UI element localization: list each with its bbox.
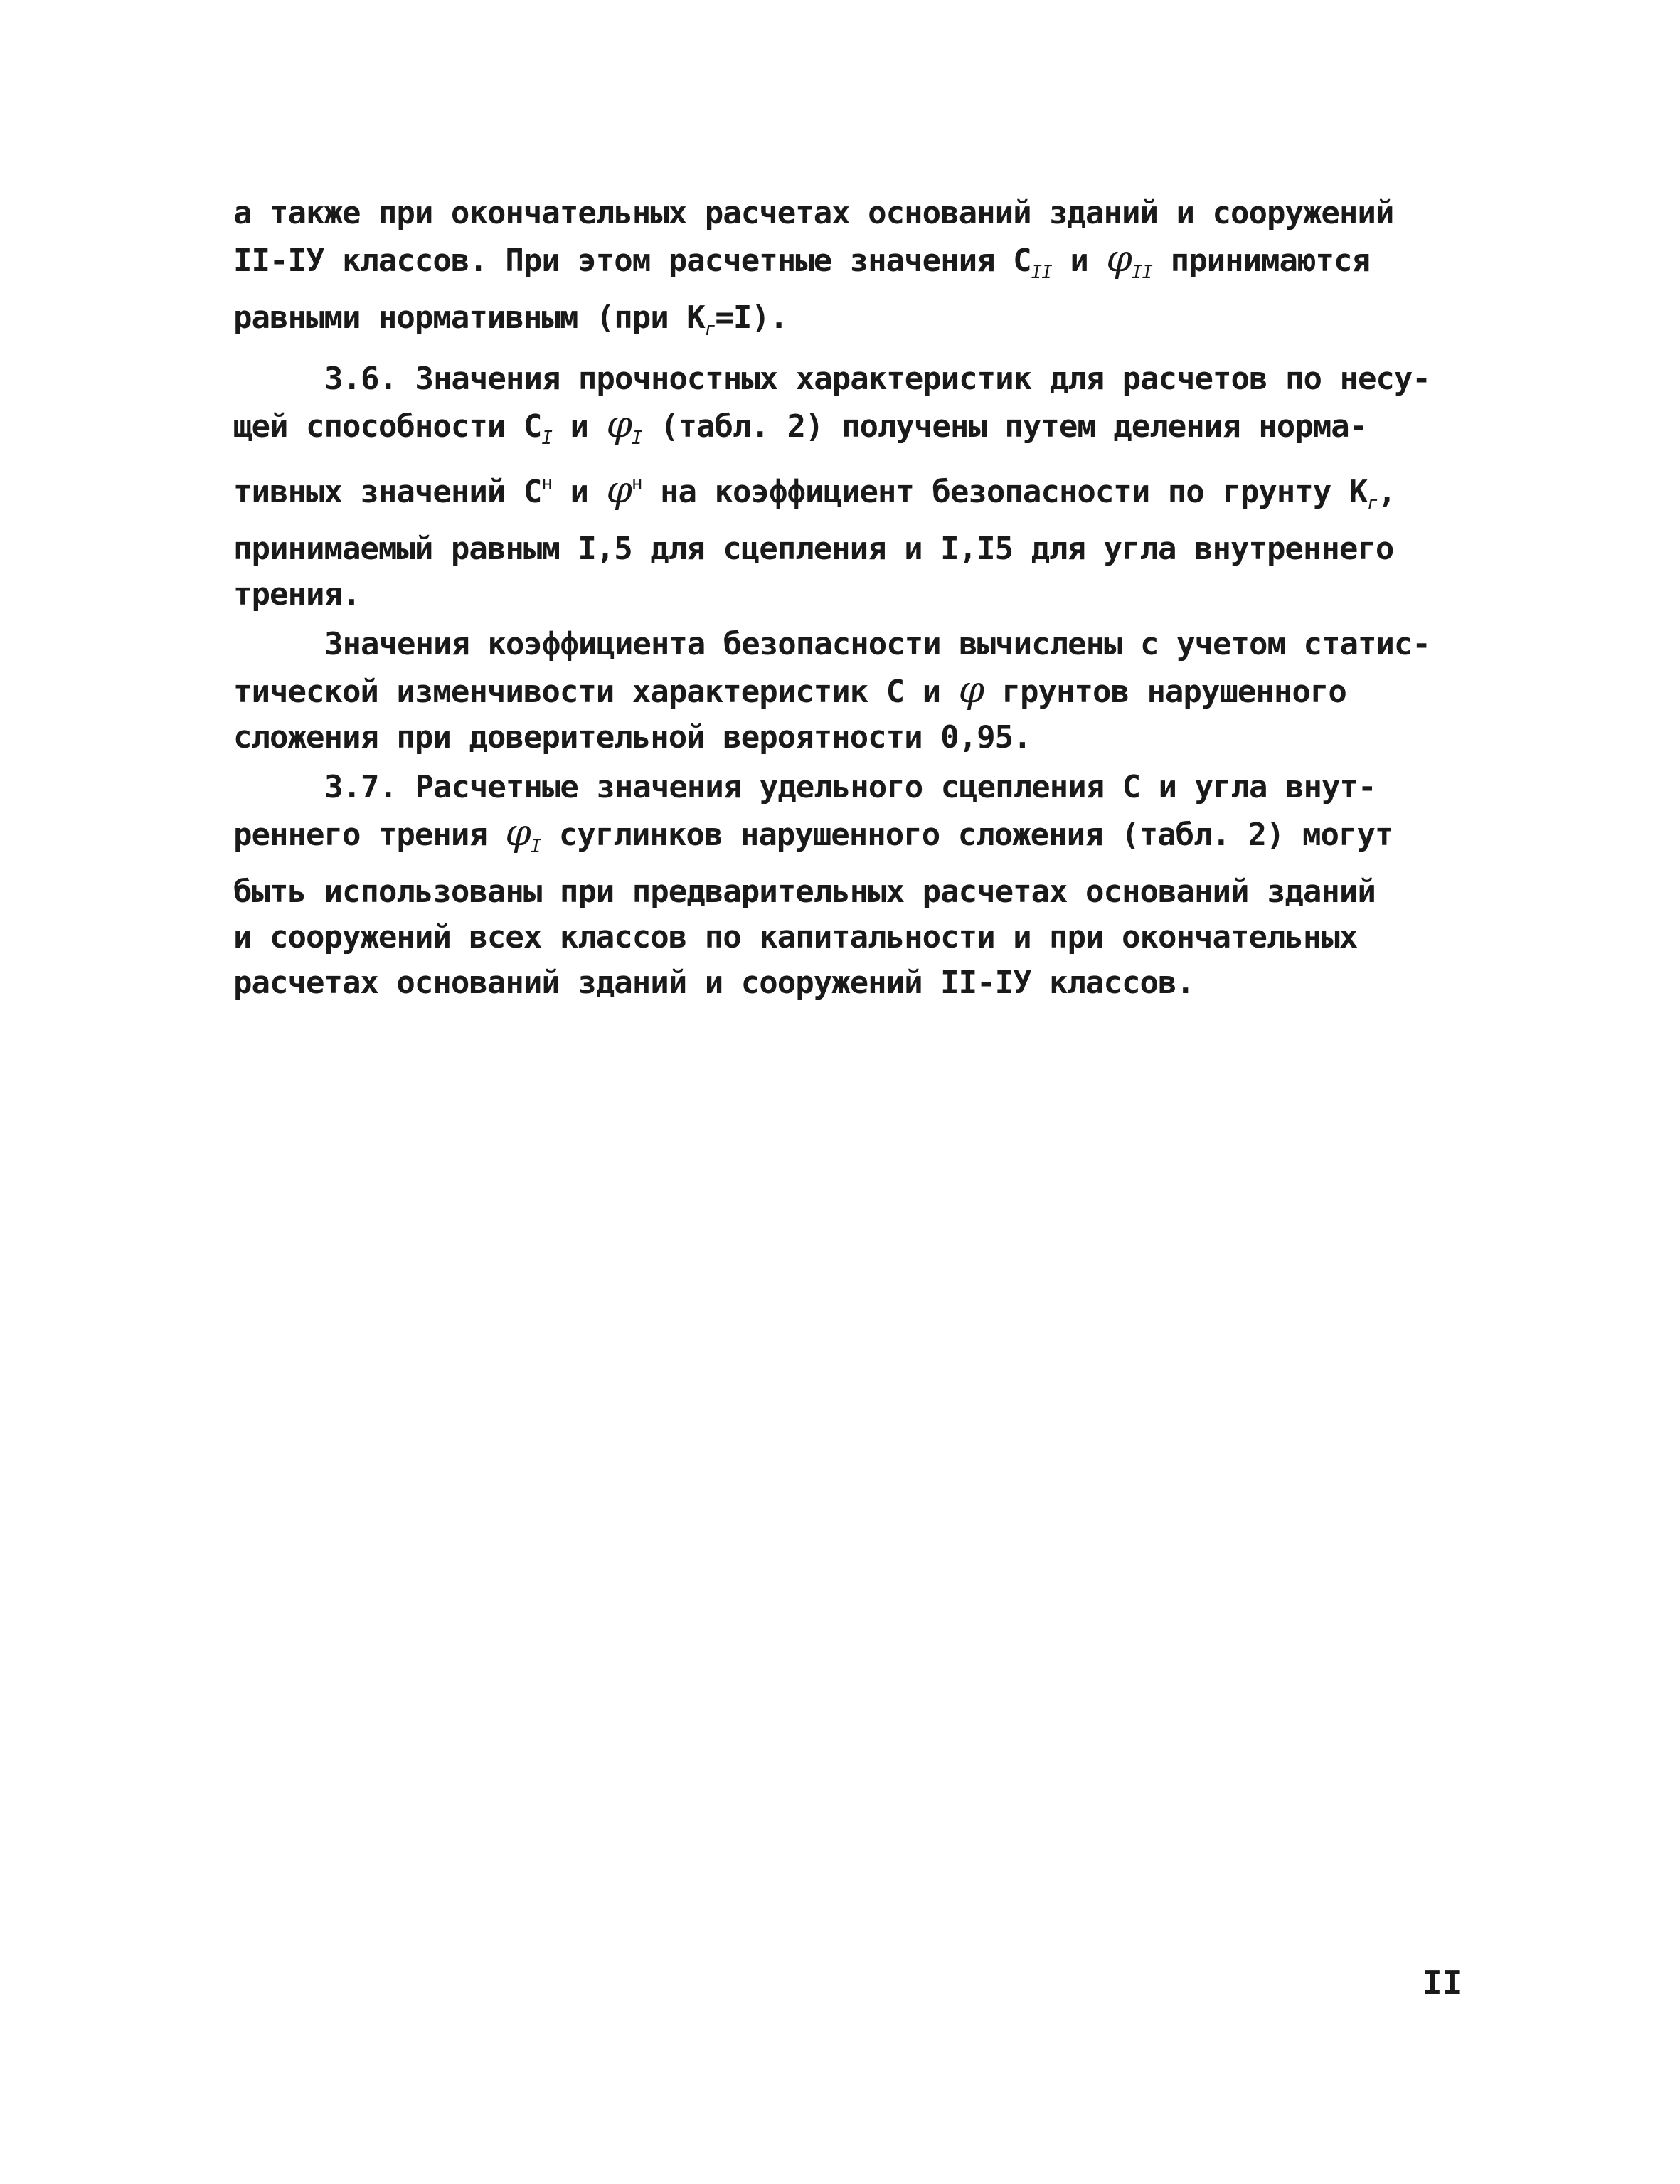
paragraph-continuation <box>233 191 1457 352</box>
subscript: I <box>631 428 642 449</box>
text-line: сложения при доверительной вероятности 0,95. <box>233 719 1031 756</box>
superscript: н <box>541 473 552 494</box>
phi-symbol: φ <box>505 812 531 854</box>
phi-symbol: φ <box>1106 238 1132 280</box>
text-fragment: II-IУ классов. При этом расчетные значения С <box>233 243 1031 279</box>
text-fragment: щей способности С <box>233 408 542 445</box>
text-line <box>233 667 1457 715</box>
text-line <box>233 236 1457 295</box>
subscript: II <box>1031 262 1052 283</box>
phi-symbol: φ <box>606 469 632 511</box>
phi-symbol: φ <box>606 403 632 446</box>
body-text <box>233 191 1457 1006</box>
paragraph-3-7 <box>233 765 1457 1006</box>
text-fragment: тической изменчивости характеристик С и <box>233 674 959 710</box>
text-line <box>233 461 1457 526</box>
subscript: г <box>1367 493 1378 514</box>
text-line <box>233 810 1457 869</box>
text-fragment: на коэффициент безопасности по грунту К <box>642 474 1368 510</box>
phi-symbol: φ <box>958 669 984 711</box>
text-fragment: (табл. 2) получены путем деления норма- <box>642 408 1368 445</box>
text-fragment: и <box>1051 243 1107 279</box>
text-fragment: , <box>1377 474 1396 510</box>
paragraph-safety-factor <box>233 622 1457 760</box>
paragraph-3-6 <box>233 356 1457 617</box>
text-fragment: =I). <box>715 299 788 336</box>
text-line: трения. <box>233 576 361 613</box>
text-line: 3.7. Расчетные значения удельного сцепления С и угла внут- <box>324 769 1376 805</box>
text-fragment: грунтов нарушенного <box>984 674 1346 710</box>
subscript: I <box>530 836 541 857</box>
subscript: I <box>541 428 552 449</box>
text-fragment: и <box>552 408 607 445</box>
subscript: г <box>704 319 716 340</box>
text-line: Значения коэффициента безопасности вычислены с учетом статис- <box>324 626 1430 662</box>
text-fragment: и <box>552 474 607 510</box>
text-fragment: реннего трения <box>233 817 506 853</box>
text-fragment: равными нормативным (при К <box>233 299 705 336</box>
text-line <box>233 402 1457 461</box>
text-fragment: принимаются <box>1152 243 1370 279</box>
text-line: 3.6. Значения прочностных характеристик для расчетов по несу- <box>324 361 1430 397</box>
subscript: II <box>1131 262 1153 283</box>
text-line <box>233 295 1457 352</box>
text-fragment: тивных значений С <box>233 474 542 510</box>
superscript: н <box>631 473 642 494</box>
text-line: и сооружений всех классов по капитальности и при окончательных <box>233 919 1358 955</box>
text-line: быть использованы при предварительных расчетах оснований зданий <box>233 874 1376 910</box>
text-line: расчетах оснований зданий и сооружений II-IУ классов. <box>233 965 1194 1001</box>
text-line: а также при окончательных расчетах оснований зданий и сооружений <box>233 195 1394 231</box>
text-line: принимаемый равным I,5 для сцепления и I,I5 для угла внутреннего <box>233 531 1394 567</box>
text-fragment: суглинков нарушенного сложения (табл. 2) могут <box>541 817 1393 853</box>
page-number: II <box>1423 1963 1462 2002</box>
